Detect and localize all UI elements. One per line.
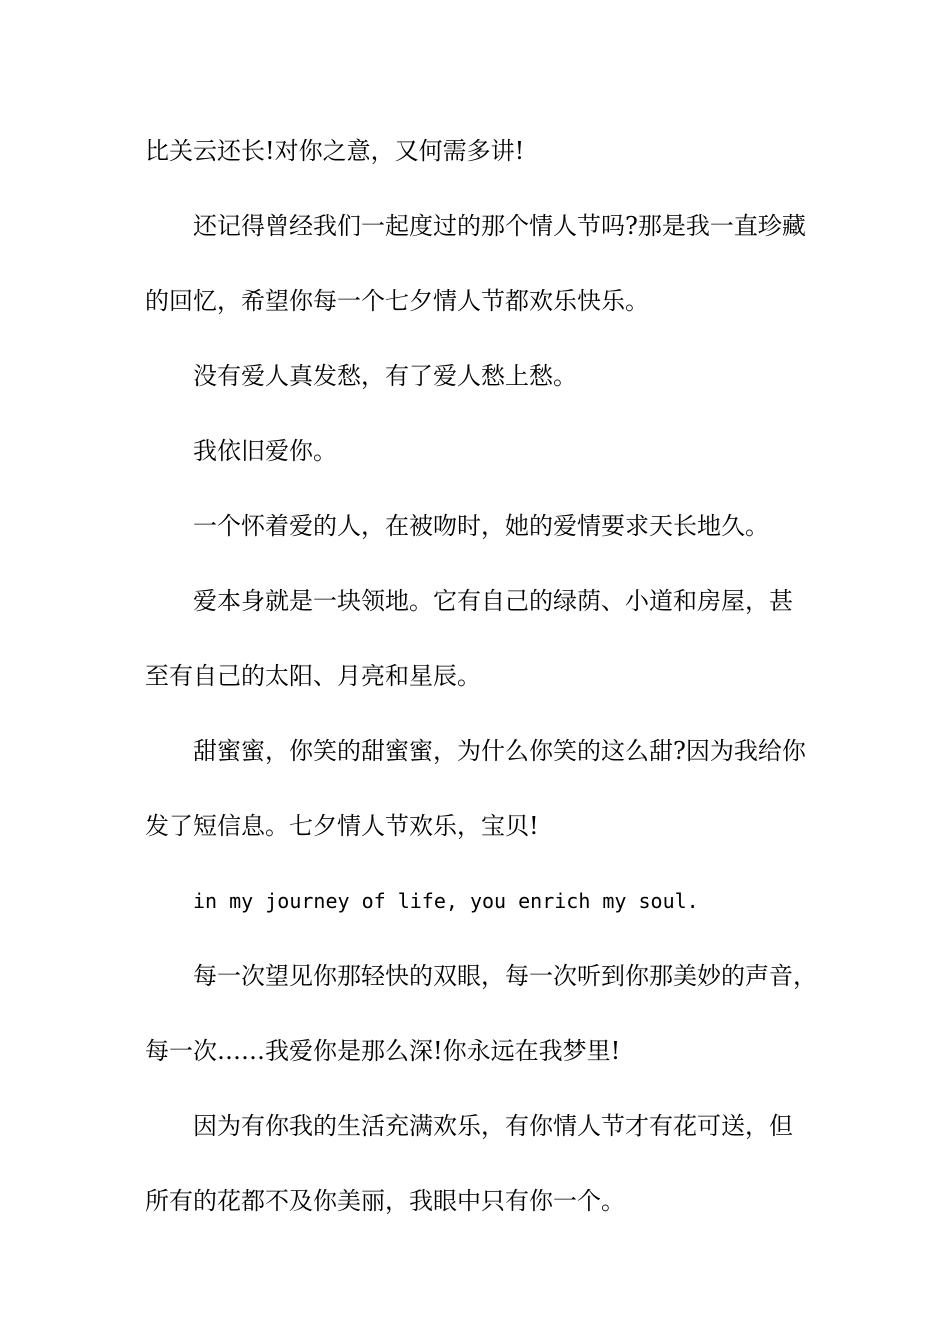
paragraph-line: 还记得曾经我们一起度过的那个情人节吗?那是我一直珍藏 bbox=[193, 212, 806, 240]
text-line: 所有的花都不及你美丽，我眼中只有你一个。 bbox=[145, 1187, 625, 1215]
paragraph-line: 我依旧爱你。 bbox=[193, 437, 337, 465]
paragraph-line-english: in my journey of life, you enrich my soul. bbox=[193, 889, 699, 913]
text-line: 比关云还长!对你之意，又何需多讲! bbox=[145, 137, 525, 165]
paragraph-line: 因为有你我的生活充满欢乐，有你情人节才有花可送，但 bbox=[193, 1112, 793, 1140]
paragraph-line: 每一次望见你那轻快的双眼，每一次听到你那美妙的声音， bbox=[193, 962, 817, 990]
paragraph-line: 甜蜜蜜，你笑的甜蜜蜜，为什么你笑的这么甜?因为我给你 bbox=[193, 737, 806, 765]
paragraph-line: 一个怀着爱的人，在被吻时，她的爱情要求天长地久。 bbox=[193, 512, 769, 540]
text-line: 至有自己的太阳、月亮和星辰。 bbox=[145, 662, 481, 690]
text-line: 的回忆，希望你每一个七夕情人节都欢乐快乐。 bbox=[145, 287, 649, 315]
text-line: 发了短信息。七夕情人节欢乐，宝贝! bbox=[145, 812, 539, 840]
paragraph-line: 爱本身就是一块领地。它有自己的绿荫、小道和房屋，甚 bbox=[193, 587, 793, 615]
paragraph-line: 没有爱人真发愁，有了爱人愁上愁。 bbox=[193, 362, 577, 390]
text-line: 每一次……我爱你是那么深!你永远在我梦里! bbox=[145, 1037, 621, 1065]
